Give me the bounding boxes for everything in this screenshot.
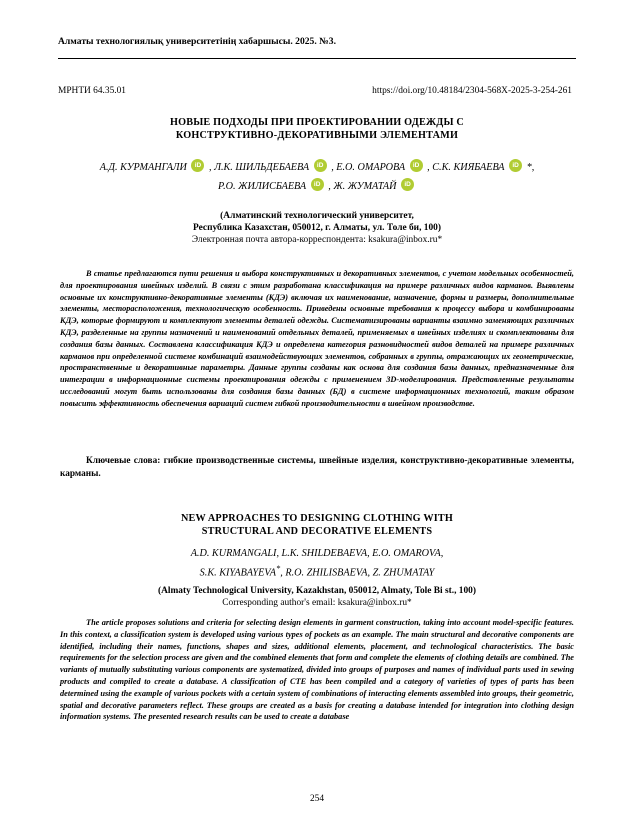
ru-abstract: В статье предлагаются пути решения и выбора конструктивных и декоративных элементов, с учетом модельных особенностей, для проектирования швейных изделий. В связи с этим разработана классификация на примере различных видов карманов. Выявлены основные их конструктивно-декоративные элементы (КДЭ) включая их наименование, назначение, формы и размеры, дополнительные элементы, месторасположения, технологическую особенность. Приведены основные требования к процессу выбора и комбинированы КДЭ, которые формируют и комплектуют элементы деталей одежды. Систематизированы варианты взаимно заменяющих различных КДЭ, разделенные на группы назначений и наименований отдельных деталей, применяемых в швейных изделиях и скомплектованы для создания базы данных. Составлена классификация КДЭ и определена категория разновидностей видов деталей на примере различных карманов при определенной системе комбинаций взаимодействующих элементов, собранных в группы, отражающих их геометрические, пространственные и декоративные параметры. Данные группы созданы как основа для создания базы данных, предназначенные для интеграции в информационные системы проектирования одежды с применением 3D-моделирования. Представленные результаты исследований могут быть использованы для создания базы данных (БД) в системе информационных технологий, таким образом повысить эффективность обеспечения вариаций систем гибкой производительности в швейном производстве.	[60, 269, 574, 408]
orcid-icon[interactable]: iD	[410, 159, 423, 172]
affiliation-line: Республика Казахстан, 050012, г. Алматы, ул. Толе би, 100)	[193, 223, 441, 234]
corresponding-email: Электронная почта автора-корреспондента: ksakura@inbox.ru*	[191, 235, 443, 246]
ru-keywords: Ключевые слова: гибкие производственные системы, швейные изделия, конструктивно-декоративные элементы, карманы.	[60, 456, 574, 479]
orcid-icon[interactable]: iD	[311, 178, 324, 191]
author-name: , Е.О. ОМАРОВА	[331, 162, 406, 173]
en-title-line: NEW APPROACHES TO DESIGNING CLOTHING WITH	[180, 513, 454, 524]
en-title	[60, 512, 574, 538]
ru-authors-line	[60, 177, 574, 196]
en-authors-line: A.D. KURMANGALI, L.K. SHILDEBAEVA, E.O. OMAROVA,	[190, 548, 444, 559]
en-authors-line	[60, 561, 574, 580]
ru-authors-line	[60, 158, 574, 177]
affiliation-line: (Алматинский технологический университет,	[220, 211, 414, 221]
ru-title-line: КОНСТРУКТИВНО-ДЕКОРАТИВНЫМИ ЭЛЕМЕНТАМИ	[175, 130, 459, 141]
author-name: А.Д. КУРМАНГАЛИ	[99, 162, 187, 173]
journal-header: Алматы технологиялық университетінің хабаршысы. 2025. №3.	[58, 36, 336, 47]
header-rule	[58, 58, 576, 59]
page-number: 254	[309, 794, 325, 804]
en-affiliation	[60, 585, 574, 609]
ru-title-line: НОВЫЕ ПОДХОДЫ ПРИ ПРОЕКТИРОВАНИИ ОДЕЖДЫ С	[169, 117, 464, 128]
en-authors	[60, 546, 574, 580]
author-name: , Ж. ЖУМАТАЙ	[328, 181, 397, 192]
corresponding-mark: *	[276, 563, 281, 573]
ru-title	[60, 116, 574, 142]
author-name: S.K. KIYABAYEVA	[199, 567, 277, 579]
author-name: , Л.К. ШИЛЬДЕБАЕВА	[208, 162, 310, 173]
author-name: , R.O. ZHILISBAEVA, Z. ZHUMATAY	[280, 567, 435, 579]
corresponding-mark: *,	[526, 162, 535, 173]
classification-code: МРНТИ 64.35.01	[58, 86, 126, 96]
orcid-icon[interactable]: iD	[509, 159, 522, 172]
orcid-icon[interactable]: iD	[314, 159, 327, 172]
en-title-line: STRUCTURAL AND DECORATIVE ELEMENTS	[201, 526, 433, 537]
affiliation-line: (Almaty Technological University, Kazakhstan, 050012, Almaty, Tole Bi st., 100)	[158, 586, 476, 596]
corresponding-email: Corresponding author's email: ksakura@inbox.ru*	[222, 598, 412, 609]
orcid-icon[interactable]: iD	[191, 159, 204, 172]
en-abstract: The article proposes solutions and criteria for selecting design elements in garment construction, taking into account model-specific features. In this context, a classification system is developed using various types of pockets as an example. The main structural and decorative components are identified, including their names, functions, shapes and sizes, additional elements, placement, and technological characteristics. The basic requirements for the selection process are given and the combined elements that form and complete the elements of clothing details are combined. The variants of mutually substituting various components are systematized, divided into groups of purposes and names of individual parts used in sewing products and compiled to create a database. A classification of CTE has been compiled and a category of varieties of types of parts has been determined using the example of various pockets with a certain system of combinations of interacting elements assembled into groups, their geometric, spatial and decorative parameters reflect. These groups are created as a basis for creating a database intended for integration into clothing design information systems. The presented research results can be used to create a database	[60, 618, 574, 722]
doi-link[interactable]: https://doi.org/10.48184/2304-568X-2025-3-254-261	[372, 86, 572, 96]
orcid-icon[interactable]: iD	[401, 178, 414, 191]
author-name: Р.О. ЖИЛИСБАЕВА	[217, 181, 307, 192]
ru-authors	[60, 158, 574, 196]
author-name: , С.К. КИЯБАЕВА	[427, 162, 505, 173]
ru-affiliation	[60, 210, 574, 247]
